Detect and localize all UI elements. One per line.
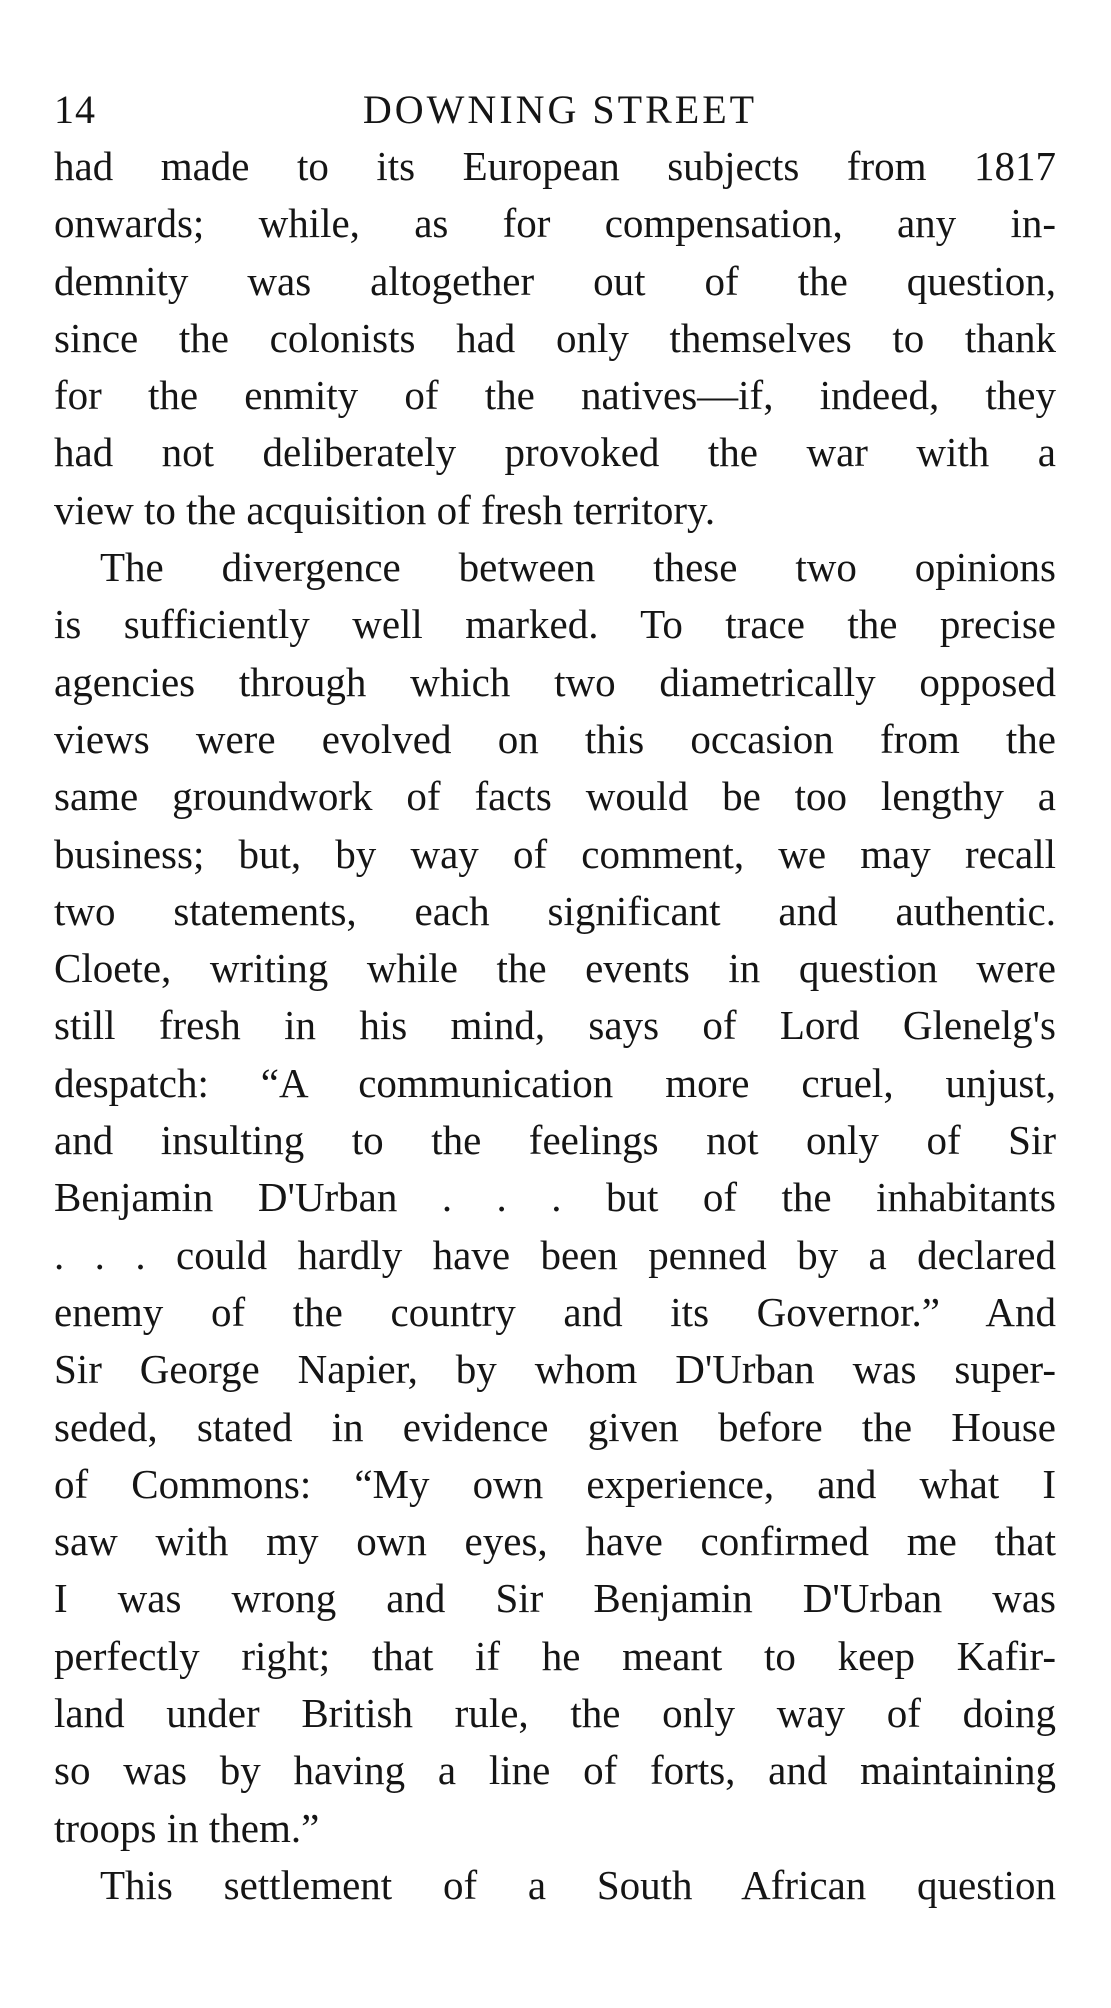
- text-line: and insulting to the feelings not only of Sir: [54, 1117, 1056, 1164]
- text-line: is sufficiently well marked. To trace the precise: [54, 601, 1056, 648]
- text-line: demnity was altogether out of the question,: [54, 257, 1056, 304]
- body-text: [54, 138, 1056, 1914]
- text-line: Cloete, writing while the events in question were: [54, 945, 1056, 992]
- paragraph-start-line: This settlement of a South African question: [100, 1861, 1056, 1908]
- text-line: Sir George Napier, by whom D'Urban was super-: [54, 1346, 1056, 1393]
- text-line: business; but, by way of comment, we may recall: [54, 830, 1056, 877]
- text-line: saw with my own eyes, have confirmed me that: [54, 1518, 1056, 1565]
- text-line: view to the acquisition of fresh territory.: [54, 486, 716, 533]
- text-line: despatch: “A communication more cruel, unjust,: [54, 1059, 1056, 1106]
- text-line: still fresh in his mind, says of Lord Glenelg's: [54, 1002, 1056, 1049]
- text-line: for the enmity of the natives—if, indeed, they: [54, 372, 1056, 419]
- text-line: two statements, each significant and authentic.: [54, 887, 1056, 934]
- text-line: so was by having a line of forts, and maintaining: [54, 1747, 1056, 1794]
- text-line: of Commons: “My own experience, and what I: [54, 1460, 1056, 1507]
- text-line: since the colonists had only themselves to thank: [54, 314, 1056, 361]
- text-line: had made to its European subjects from 1817: [54, 143, 1056, 189]
- text-line: troops in them.”: [54, 1804, 320, 1851]
- text-line: I was wrong and Sir Benjamin D'Urban was: [54, 1575, 1056, 1622]
- text-line: onwards; while, as for compensation, any in-: [54, 200, 1056, 247]
- text-line: enemy of the country and its Governor.” And: [54, 1288, 1056, 1335]
- text-line: perfectly right; that if he meant to keep Kafir-: [54, 1632, 1056, 1679]
- text-line: had not deliberately provoked the war with a: [54, 429, 1056, 476]
- text-line: . . . could hardly have been penned by a declared: [54, 1231, 1056, 1278]
- running-title: DOWNING STREET: [362, 87, 758, 132]
- text-line: seded, stated in evidence given before the House: [54, 1403, 1056, 1450]
- text-line: land under British rule, the only way of doing: [54, 1690, 1056, 1737]
- text-line: views were evolved on this occasion from the: [54, 715, 1056, 762]
- text-line: Benjamin D'Urban . . . but of the inhabitants: [54, 1174, 1056, 1221]
- running-head: [54, 82, 1056, 138]
- book-page: [54, 82, 1056, 1914]
- paragraph-start-line: The divergence between these two opinions: [100, 544, 1056, 591]
- page-number: 14: [54, 87, 96, 132]
- text-line: agencies through which two diametrically opposed: [54, 658, 1056, 705]
- text-line: same groundwork of facts would be too lengthy a: [54, 773, 1056, 820]
